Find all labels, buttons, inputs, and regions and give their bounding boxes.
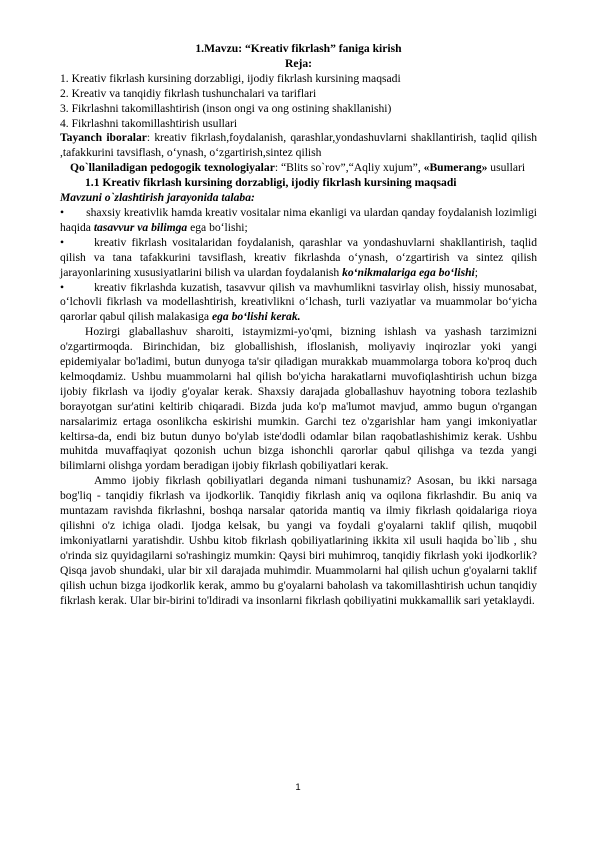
bullet-tail: ; xyxy=(474,265,478,279)
plan-item: 2. Kreativ va tanqidiy fikrlash tushunchalari va tariflari xyxy=(60,86,317,100)
page-number: 1 xyxy=(295,782,301,793)
methods-text: : “Blits so`rov”,“Aqliy xujum”, xyxy=(274,161,421,175)
outcomes-heading: Mavzuni o`zlashtirish jarayonida talaba: xyxy=(60,191,255,205)
methods-label: Qo`llaniladigan pedogogik texnologiyalar xyxy=(70,161,275,175)
bullet-marker: • xyxy=(60,205,65,219)
plan-item: 1. Kreativ fikrlash kursining dorzabligi, ijodiy fikrlash kursining maqsadi xyxy=(60,71,401,85)
methods-paragraph xyxy=(60,161,537,176)
keywords-text: : kreativ fikrlash,foydalanish, qarashlar,yondashuvlarni shakllantirish, taqlid qilish ,tafakkurini tavsiflash, o‘ynash, o‘zgartirish,sintez qilish xyxy=(60,131,538,160)
bullet-item xyxy=(60,281,537,326)
keywords-label: Tayanch iboralar xyxy=(60,131,147,145)
plan-item: 3. Fikrlashni takomillashtirish (inson ongi va ong ostining shakllanishi) xyxy=(60,101,392,115)
keywords-paragraph xyxy=(60,131,537,161)
bullet-tail: ega bo‘lishi; xyxy=(187,220,248,234)
bullet-emphasis: ko‘nikmalariga ega bo‘lishi xyxy=(342,265,475,279)
bullet-text: kreativ fikrlash vositalaridan foydalanish, qarashlar va yondashuvlarni shakllantirish, taqlid qilish va tana tafakkurini tavsiflash, kreativ fikrlashda o‘ynash, o‘zgartirish va sintez qilish jarayonlarining xususiyatlarini bilish va ulardan foydalanish xyxy=(60,235,537,279)
plan-item: 4. Fikrlashni takomillashtirish usullari xyxy=(60,116,238,130)
bullet-text: kreativ fikrlashda kuzatish, tasavvur qilish va mavhumlikni tasvirlay olish, hissiy munosabat, o‘lchovli fikrlash va modellashtirish, kreativlikni o‘lchash, turli vaziyatlar va muammolar bo‘yicha qarorlar qabul qilish malakasiga xyxy=(60,280,537,324)
bullet-marker: • xyxy=(60,280,65,294)
body-paragraph-1: Hozirgi glaballashuv sharoiti, istaymizmi-yo'qmi, bizning ishlash va yashash tarzimizni o'zgartirmoqda. Birinchidan, biz globallishish, ifloslanish, moliyaviy inqirozlar yoki yangi epidemiyalar bo'ladimi, butun dunyoga ta'sir qiladigan murakkab muammolarga tobora ko'proq duch kelmoqdamiz. Ushbu muammolarni hal qilish bo'yicha harakatlarni muvofiqlashtirish uchun bizga ijobiy fikrlash va ijodiy g'oyalar kerak. Shaxsiy darajada globallashuv hayotning tobora tezlashib borayotgan sur'atini keltirib chiqaradi. Bizda juda ko'p ma'lumot mavjud, ammo bugun o'rgangan narsalarimiz ertaga osonlikcha eskirishi mumkin. Garchi tez o'zgarishlar ham yangi imkoniyatlar keltirsa-da, endi biz butun dunyo bo'ylab iste'dodli odamlar bilan raqobatlashishimiz kerak. Ushbu muhitda muvaffaqiyat qozonish uchun bizga ishonchli qarorlar qabul qilishga va tezda yangi bilimlarni olishga yordam beradigan ijobiy fikrlash qobiliyatlari kerak. xyxy=(60,325,537,473)
body-paragraph-2: Ammo ijobiy fikrlash qobiliyatlari deganda nimani tushunamiz? Asosan, bu ikki narsaga bog'liq - tanqidiy fikrlash va ijodkorlik. Tanqidiy fikrlash aniq va oqilona fikrlashdir. Bu aniq va muntazam ravishda fikrlashni, boshqa narsalar qatorida mantiq va ilmiy fikrlash qoidalariga rioya qilishni o'z ichiga oladi. Ijodga kelsak, bu yangi va foydali g'oyalarni taklif qilish, muqobil imkoniyatlarni yaratishdir. Ushbu kitob fikrlash qobiliyatlarining ikkita xil usuli haqida bo`lib , shu o'rinda siz quyidagilarni so'rashingiz mumkin: Qaysi biri muhimroq, tanqidiy fikrlash yoki ijodkorlik? Qisqa javob shundaki, ular bir xil darajada muhimdir. Muammolarni hal qilish uchun g'oyalarni taklif qilish uchun bizga ijodkorlik kerak, ammo bu g'oyalarni baholash va takomillashtirish uchun tanqidiy fikrlash kerak. Ular bir-birini to'ldiradi va insonlarni fikrlash qobiliyatini mukkamallik sari yetaklaydi. xyxy=(60,474,537,607)
bullet-item xyxy=(60,236,537,281)
bullet-marker: • xyxy=(60,235,65,249)
bullet-text: shaxsiy kreativlik hamda kreativ vositalar nima ekanligi va ulardan qanday foydalanish lozimligi haqida xyxy=(60,205,537,234)
bullet-emphasis: tasavvur va bilimga xyxy=(93,220,188,234)
methods-tail: usullari xyxy=(487,161,526,175)
bullet-item xyxy=(60,206,537,236)
section-heading-1-1: 1.1 Kreativ fikrlash kursining dorzabligi, ijodiy fikrlash kursining maqsadi xyxy=(85,176,457,190)
bullet-emphasis: ega bo‘lishi kerak. xyxy=(211,310,301,324)
methods-bold-tail: «Bumerang» xyxy=(423,161,488,175)
page-title: 1.Mavzu: “Kreativ fikrlash” faniga kirish xyxy=(195,42,402,55)
page-content xyxy=(60,42,537,608)
plan-heading: Reja: xyxy=(284,56,313,70)
